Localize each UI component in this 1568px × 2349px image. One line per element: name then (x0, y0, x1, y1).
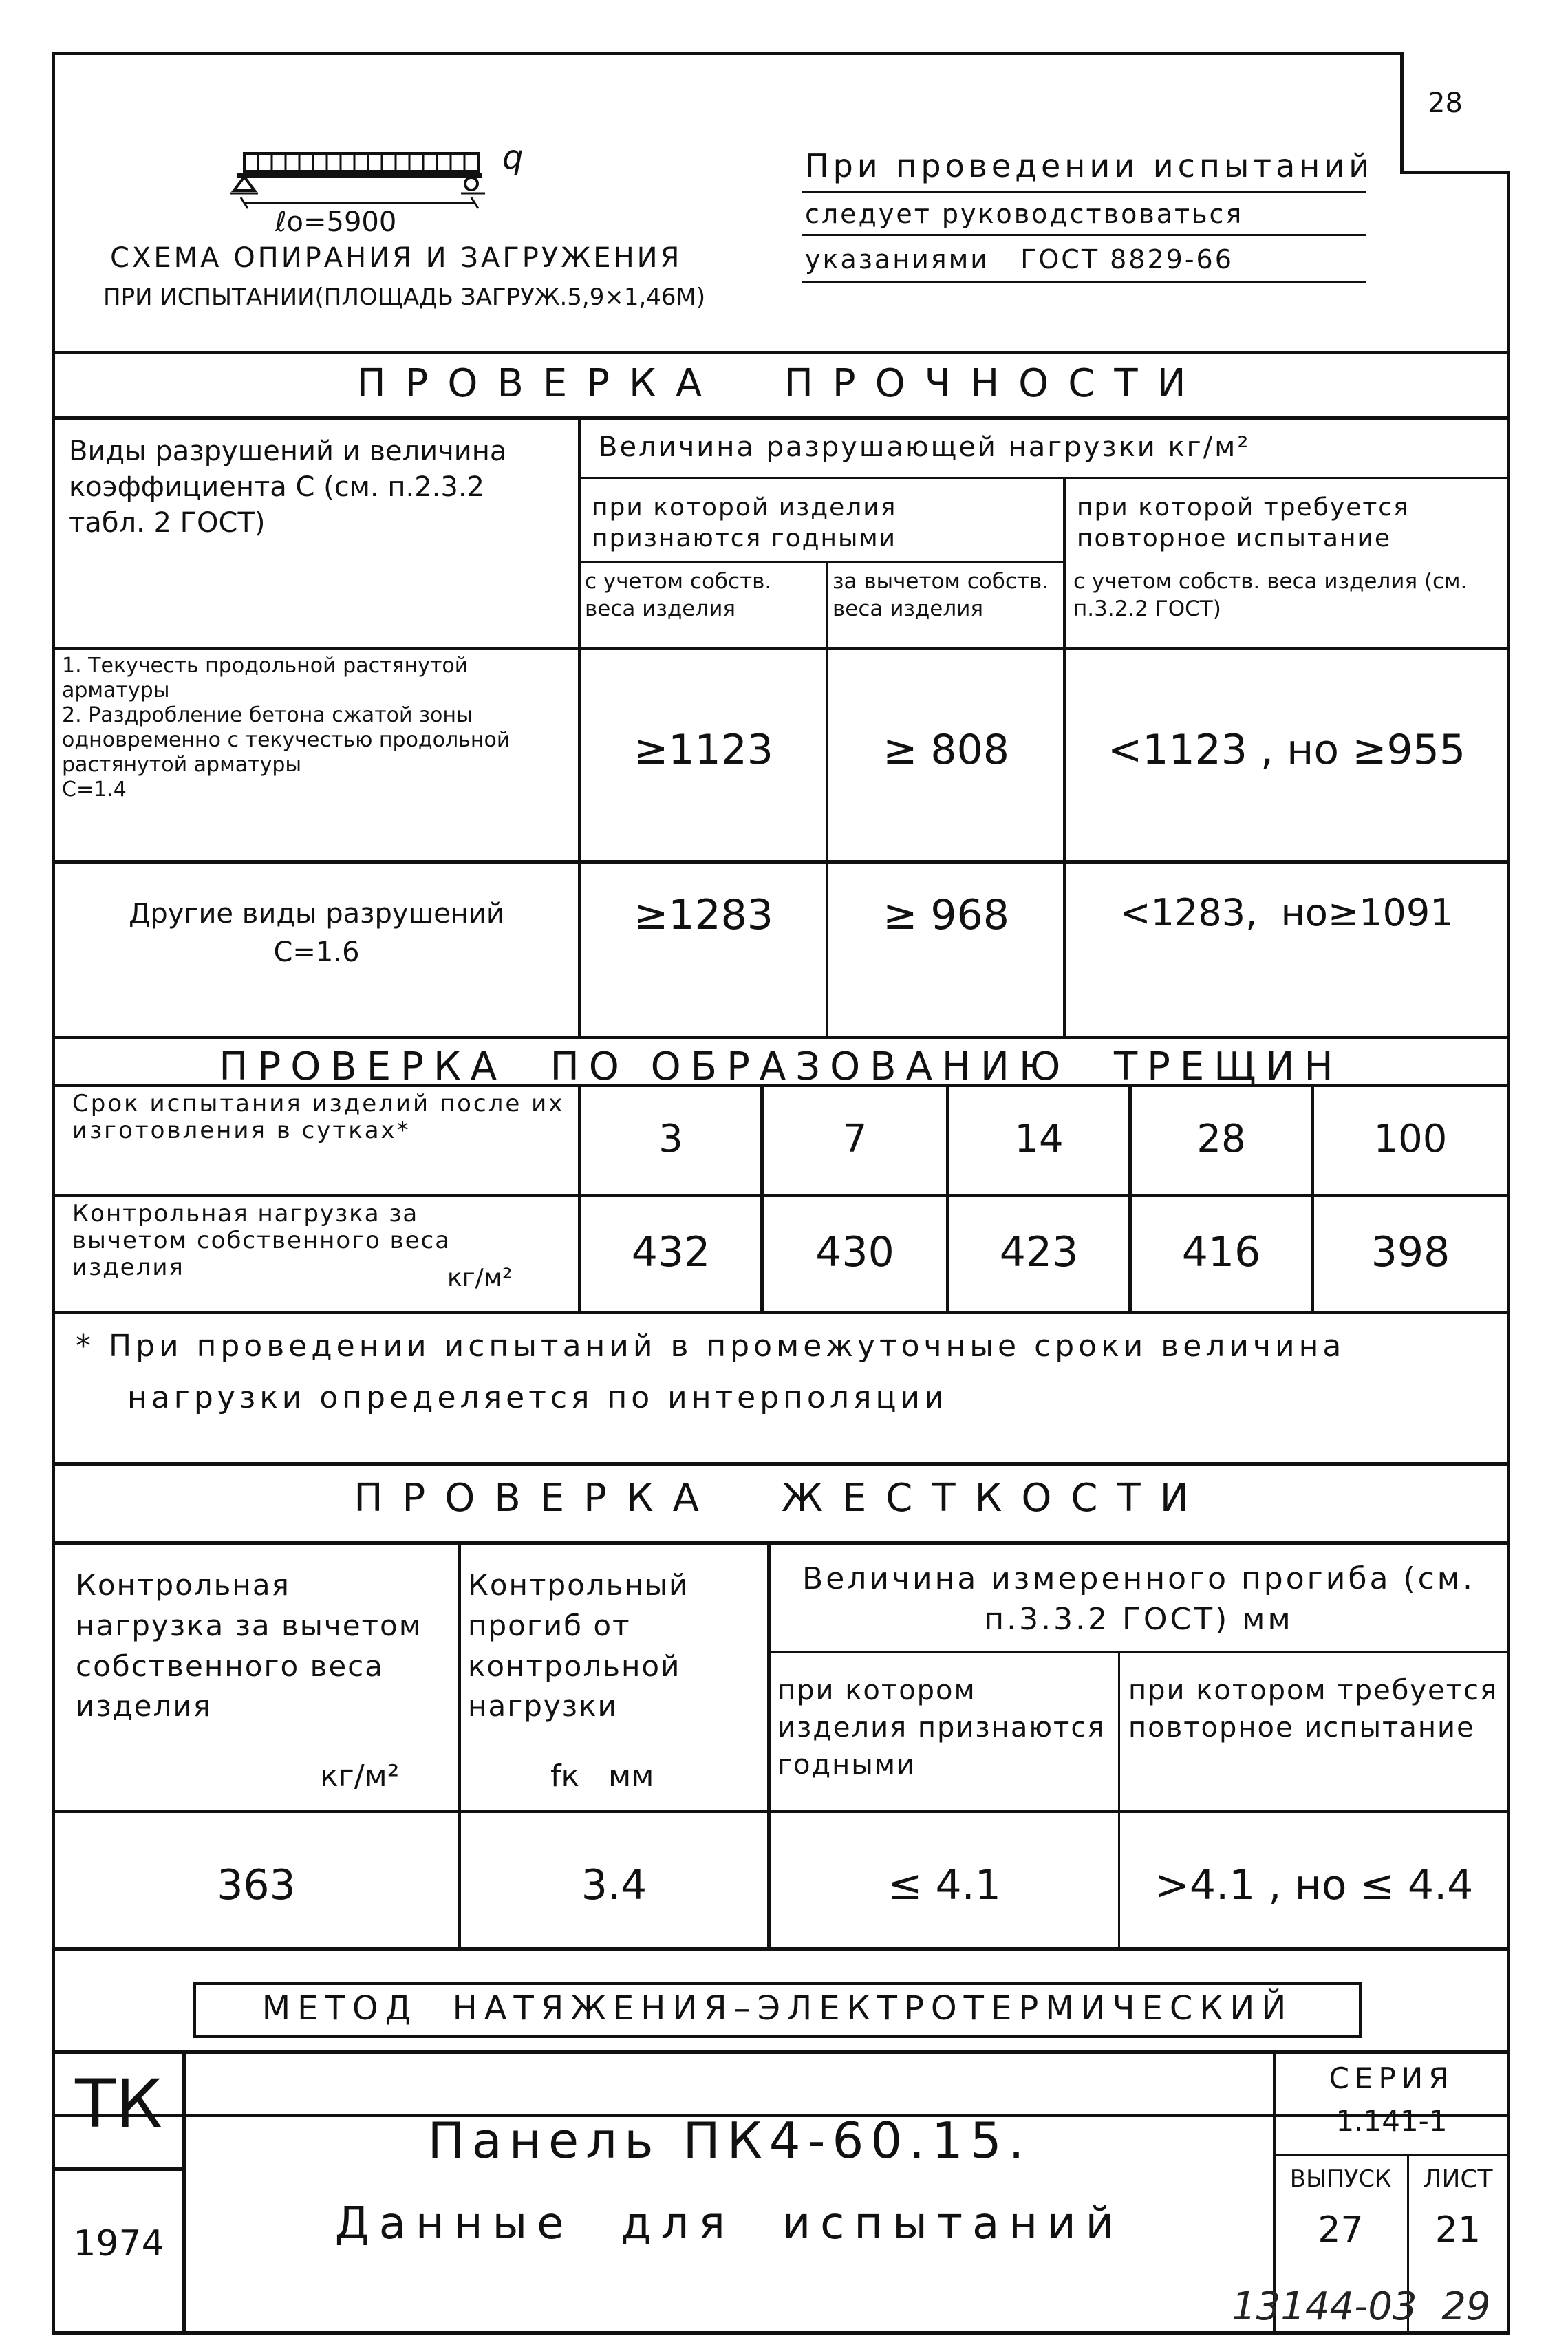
doc-title-line1: Панель ПК4-60.15. (427, 2112, 1031, 2169)
strength-title-bottom (52, 416, 1510, 420)
scheme-caption-line2: ПРИ ИСПЫТАНИИ(ПЛОЩАДЬ ЗАГРУЖ.5,9×1,46М) (103, 283, 706, 311)
cracks-title: ПРОВЕРКА ПО ОБРАЗОВАНИЮ ТРЕЩИН (219, 1044, 1343, 1089)
strength-accepted-header: при которой изделия признаются годными (592, 493, 897, 553)
stiffness-h3 (52, 1947, 1510, 1951)
sheet-label: ЛИСТ (1423, 2165, 1493, 2194)
strength-h3 (52, 647, 1510, 650)
cracks-v4 (1128, 1084, 1132, 1311)
doc-title-line2: Данные для испытаний (334, 2198, 1124, 2249)
page-number-box-bottom (1400, 171, 1510, 174)
crack-term-4: 28 (1196, 1117, 1246, 1161)
strength-row1-with-weight: ≥1123 (634, 726, 773, 774)
frame-right (1507, 172, 1510, 2116)
stiffness-title-bottom (52, 1541, 1510, 1545)
titleblock-top (52, 2050, 1510, 2054)
gost-note-underline2 (802, 234, 1366, 236)
stiffness-top-line (52, 1462, 1510, 1466)
crack-term-5: 100 (1373, 1117, 1448, 1161)
crack-term-1: 3 (658, 1117, 683, 1161)
cracks-v1 (578, 1084, 581, 1311)
strength-row1-desc: 1. Текучесть продольной растянутой арматуры 2. Раздробление бетона сжатой зоны одновременно с текучестью продольной растянутой арматуры С=1.4 (62, 654, 511, 802)
stiffness-h2 (52, 1810, 1510, 1813)
titleblock-v1 (182, 2050, 186, 2332)
crack-term-2: 7 (842, 1117, 868, 1161)
series-label: СЕРИЯ (1329, 2061, 1454, 2095)
strength-sub-without-weight: за вычетом собств. веса изделия (833, 569, 1049, 622)
strength-row2-desc: Другие виды разрушений С=1.6 (129, 898, 504, 968)
strength-col1-header: Виды разрушений и величина коэффициента С (см. п.2.3.2 табл. 2 ГОСТ) (69, 436, 507, 539)
gost-note-line1: При проведении испытаний (805, 147, 1374, 184)
strength-h2 (578, 561, 1063, 563)
stiffness-control-load: 363 (217, 1861, 296, 1909)
strength-load-header: Величина разрушающей нагрузки кг/м² (599, 431, 1251, 463)
strength-top-line (52, 351, 1510, 354)
crack-load-1: 432 (631, 1228, 711, 1276)
stiffness-accepted-header: при котором изделия признаются годными (777, 1675, 1106, 1781)
stiffness-col1-unit: кг/м² (320, 1759, 400, 1794)
crack-term-3: 14 (1014, 1117, 1064, 1161)
cracks-h2 (52, 1311, 1510, 1314)
scheme-caption-line1: СХЕМА ОПИРАНИЯ И ЗАГРУЖЕНИЯ (110, 242, 683, 274)
issue-value: 27 (1318, 2209, 1364, 2251)
stiffness-deflection-header: Величина измеренного прогиба (см. п.3.3.2 ГОСТ) мм (802, 1561, 1475, 1638)
cracks-h1 (52, 1194, 1510, 1197)
cracks-load-unit: кг/м² (447, 1264, 513, 1292)
strength-sub-with-weight: с учетом собств. веса изделия (585, 569, 772, 622)
cracks-load-label: Контрольная нагрузка за вычетом собственного веса изделия (72, 1200, 451, 1282)
crack-load-2: 430 (815, 1228, 894, 1276)
stiffness-accepted-value: ≤ 4.1 (888, 1861, 1001, 1909)
series-value: 1.141-1 (1335, 2104, 1448, 2138)
crack-load-3: 423 (999, 1228, 1079, 1276)
span-label: ℓo=5900 (275, 206, 397, 238)
strength-v1 (578, 416, 581, 1036)
gost-note-line2: следует руководствоваться (805, 199, 1244, 229)
cracks-v5 (1311, 1084, 1314, 1311)
issue-label: ВЫПУСК (1289, 2165, 1392, 2193)
cracks-title-bottom (52, 1084, 1510, 1087)
strength-title: ПРОВЕРКА ПРОЧНОСТИ (356, 361, 1205, 406)
load-label: q (502, 138, 524, 177)
strength-row2-with-weight: ≥1283 (634, 891, 773, 939)
year: 1974 (73, 2223, 164, 2264)
strength-row1-without-weight: ≥ 808 (883, 726, 1009, 774)
cracks-v3 (946, 1084, 949, 1311)
stiffness-col2-unit: fк мм (550, 1759, 654, 1794)
strength-h1 (578, 477, 1510, 479)
page-number: 28 (1428, 87, 1463, 119)
cracks-footnote-line2: нагрузки определяется по интерполяции (127, 1380, 948, 1415)
page-number-box-left (1400, 52, 1404, 172)
stiffness-retest-value: >4.1 , но ≤ 4.4 (1154, 1861, 1474, 1909)
titleblock-right-edge (1507, 2050, 1510, 2332)
stiffness-col2-header: Контрольный прогиб от контрольной нагрузки (468, 1568, 689, 1724)
titleblock-h-right (1273, 2154, 1510, 2156)
stiffness-retest-header: при котором требуется повторное испытание (1128, 1675, 1499, 1744)
strength-sub-retest: с учетом собств. веса изделия (см. п.3.2.2 ГОСТ) (1073, 569, 1468, 622)
stiffness-title: ПРОВЕРКА ЖЕСТКОСТИ (354, 1476, 1208, 1521)
strength-retest-header: при которой требуется повторное испытание (1077, 493, 1410, 553)
strength-v2 (826, 561, 828, 1036)
cracks-footnote-line1: * При проведении испытаний в промежуточные сроки величина (76, 1329, 1346, 1364)
titleblock-h-left (52, 2167, 182, 2171)
stiffness-control-deflection: 3.4 (581, 1861, 647, 1909)
sheet-value: 21 (1435, 2209, 1481, 2251)
gost-note-underline3 (802, 281, 1366, 283)
org-mark: ТК (75, 2066, 162, 2143)
frame-top (52, 52, 1400, 55)
cracks-term-label: Срок испытания изделий после их изготовления в сутках* (72, 1090, 565, 1145)
strength-row2-without-weight: ≥ 968 (883, 891, 1009, 939)
stiffness-col1-header: Контрольная нагрузка за вычетом собственного веса изделия (76, 1568, 422, 1724)
stiffness-h1 (767, 1651, 1510, 1653)
strength-row1-retest: <1123 , но ≥955 (1108, 726, 1465, 774)
method-label: МЕТОД НАТЯЖЕНИЯ–ЭЛЕКТРОТЕРМИЧЕСКИЙ (261, 1989, 1293, 2028)
crack-load-5: 398 (1371, 1228, 1450, 1276)
gost-note-underline1 (802, 191, 1366, 193)
cracks-v2 (760, 1084, 764, 1311)
crack-load-4: 416 (1181, 1228, 1261, 1276)
stiffness-v3 (1118, 1651, 1120, 1947)
gost-note-line3: указаниями ГОСТ 8829-66 (805, 244, 1234, 275)
strength-row2-retest: <1283, но≥1091 (1119, 891, 1454, 934)
archive-stamp: 13144-03 29 (1232, 2284, 1491, 2329)
strength-h4 (52, 860, 1510, 864)
titleblock-bottom (52, 2331, 1510, 2335)
